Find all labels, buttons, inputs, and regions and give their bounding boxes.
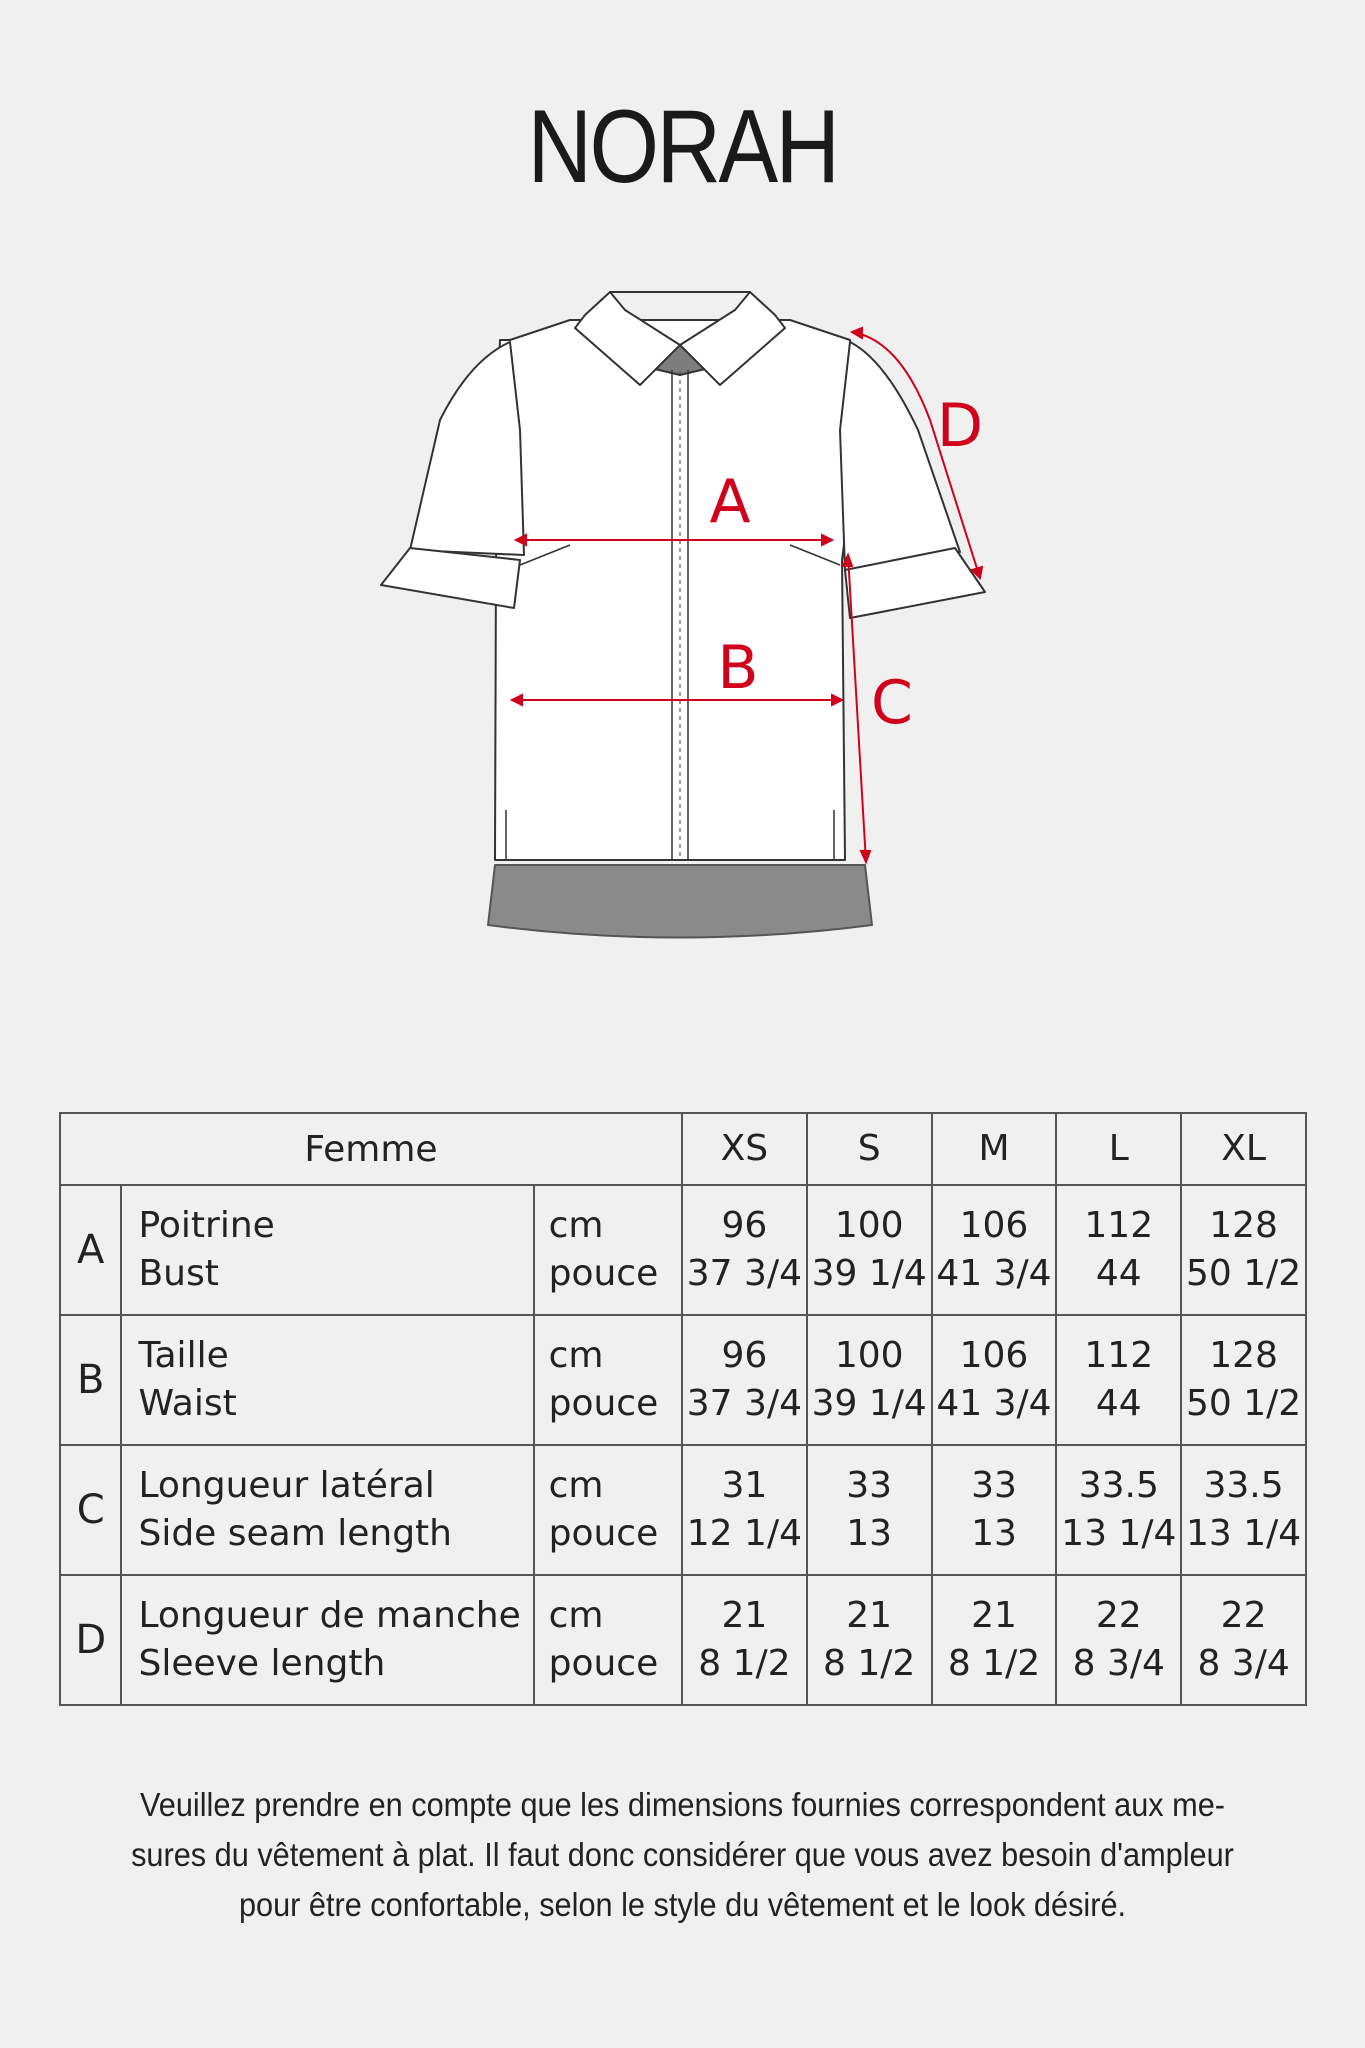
- garment-diagram: [0, 0, 1365, 1000]
- row-code: C: [60, 1445, 121, 1575]
- header-size-m: M: [932, 1113, 1057, 1185]
- value-cell: [807, 1315, 932, 1445]
- value-cm: 112: [1084, 1335, 1154, 1376]
- value-inch: 13: [971, 1513, 1017, 1554]
- value-inch: 13 1/4: [1061, 1513, 1177, 1554]
- unit-cm: cm: [548, 1205, 604, 1246]
- unit-cell: [534, 1575, 682, 1705]
- value-cell: [932, 1575, 1057, 1705]
- header-femme: Femme: [60, 1113, 682, 1185]
- value-inch: 12 1/4: [686, 1513, 802, 1554]
- value-inch: 8 3/4: [1197, 1643, 1290, 1684]
- value-inch: 13: [846, 1513, 893, 1554]
- label-c: C: [871, 668, 913, 738]
- measure-name-en: Sleeve length: [138, 1643, 386, 1684]
- header-size-xs: XS: [682, 1113, 807, 1185]
- value-inch: 37 3/4: [686, 1253, 802, 1294]
- value-inch: 44: [1095, 1253, 1142, 1294]
- page-title: NORAH: [527, 89, 838, 205]
- note-line: Veuillez prendre en compte que les dimensions fournies correspondent aux me-: [139, 1786, 1225, 1823]
- shirt-body: [495, 320, 860, 860]
- value-cell: [1181, 1315, 1306, 1445]
- unit-cm: cm: [548, 1335, 604, 1376]
- measure-name-en: Bust: [138, 1253, 219, 1294]
- value-cm: 33: [971, 1465, 1017, 1506]
- left-sleeve: [410, 342, 524, 555]
- value-cm: 128: [1209, 1205, 1278, 1246]
- unit-cm: cm: [548, 1595, 604, 1636]
- measurement-note: [104, 1780, 1262, 1930]
- value-cell: [807, 1445, 932, 1575]
- value-cell: [932, 1315, 1057, 1445]
- value-cell: [1056, 1575, 1181, 1705]
- measure-name: [121, 1445, 533, 1575]
- unit-inch: pouce: [548, 1643, 659, 1684]
- value-inch: 8 3/4: [1072, 1643, 1165, 1684]
- label-d: D: [936, 391, 984, 461]
- note-line: pour être confortable, selon le style du vêtement et le look désiré.: [238, 1886, 1127, 1923]
- value-inch: 50 1/2: [1185, 1383, 1302, 1424]
- value-cm: 21: [846, 1595, 893, 1636]
- unit-inch: pouce: [548, 1383, 659, 1424]
- value-cm: 106: [959, 1335, 1029, 1376]
- measure-name: [121, 1185, 533, 1315]
- table-row: [60, 1575, 1306, 1705]
- header-size-s: S: [807, 1113, 932, 1185]
- value-inch: 8 1/2: [698, 1643, 791, 1684]
- label-b: B: [717, 633, 759, 703]
- value-cm: 100: [834, 1205, 904, 1246]
- value-cell: [682, 1185, 807, 1315]
- header-size-l: L: [1056, 1113, 1181, 1185]
- value-inch: 8 1/2: [823, 1643, 916, 1684]
- table-row: [60, 1445, 1306, 1575]
- value-inch: 44: [1095, 1383, 1142, 1424]
- header-size-xl: XL: [1181, 1113, 1306, 1185]
- measure-name-en: Waist: [138, 1383, 237, 1424]
- value-cm: 33.5: [1078, 1465, 1159, 1506]
- row-code: A: [60, 1185, 121, 1315]
- table-row: [60, 1315, 1306, 1445]
- row-code: D: [60, 1575, 121, 1705]
- value-cm: 96: [721, 1335, 768, 1376]
- unit-cm: cm: [548, 1465, 604, 1506]
- measure-name-fr: Longueur latéral: [138, 1465, 435, 1506]
- value-inch: 37 3/4: [686, 1383, 802, 1424]
- value-cell: [807, 1185, 932, 1315]
- measure-name: [121, 1575, 533, 1705]
- value-inch: 8 1/2: [947, 1643, 1041, 1684]
- size-chart-table: [59, 1112, 1307, 1706]
- value-cm: 100: [834, 1335, 904, 1376]
- value-cm: 106: [959, 1205, 1029, 1246]
- value-cell: [682, 1315, 807, 1445]
- lining-hem: [488, 865, 872, 938]
- value-cm: 21: [721, 1595, 768, 1636]
- value-cell: [1181, 1185, 1306, 1315]
- value-cell: [807, 1575, 932, 1705]
- value-cm: 96: [721, 1205, 768, 1246]
- value-cm: 128: [1209, 1335, 1278, 1376]
- table-header-row: [60, 1113, 1306, 1185]
- value-inch: 41 3/4: [936, 1383, 1052, 1424]
- value-cell: [682, 1445, 807, 1575]
- measure-name-fr: Longueur de manche: [138, 1595, 521, 1636]
- value-cm: 21: [971, 1595, 1017, 1636]
- value-cm: 31: [721, 1465, 768, 1506]
- value-cell: [932, 1185, 1057, 1315]
- value-cm: 22: [1220, 1595, 1267, 1636]
- value-inch: 50 1/2: [1185, 1253, 1302, 1294]
- value-cm: 33.5: [1203, 1465, 1284, 1506]
- unit-cell: [534, 1185, 682, 1315]
- table-row: [60, 1185, 1306, 1315]
- measure-name-en: Side seam length: [138, 1513, 452, 1554]
- value-cell: [1056, 1445, 1181, 1575]
- value-cell: [1181, 1445, 1306, 1575]
- value-cell: [932, 1445, 1057, 1575]
- value-cm: 22: [1095, 1595, 1142, 1636]
- unit-cell: [534, 1315, 682, 1445]
- label-a: A: [709, 467, 751, 537]
- measure-name-fr: Taille: [138, 1335, 229, 1376]
- value-cell: [1056, 1185, 1181, 1315]
- unit-inch: pouce: [548, 1513, 659, 1554]
- value-cm: 112: [1084, 1205, 1154, 1246]
- value-cm: 33: [846, 1465, 893, 1506]
- unit-cell: [534, 1445, 682, 1575]
- value-cell: [682, 1575, 807, 1705]
- left-cuff: [381, 548, 520, 608]
- value-inch: 39 1/4: [811, 1253, 927, 1294]
- value-inch: 39 1/4: [811, 1383, 927, 1424]
- measure-name-fr: Poitrine: [138, 1205, 275, 1246]
- value-inch: 41 3/4: [936, 1253, 1052, 1294]
- value-inch: 13 1/4: [1185, 1513, 1302, 1554]
- measure-name: [121, 1315, 533, 1445]
- value-cell: [1181, 1575, 1306, 1705]
- note-line: sures du vêtement à plat. Il faut donc considérer que vous avez besoin d'ampleur: [131, 1836, 1234, 1873]
- value-cell: [1056, 1315, 1181, 1445]
- unit-inch: pouce: [548, 1253, 659, 1294]
- row-code: B: [60, 1315, 121, 1445]
